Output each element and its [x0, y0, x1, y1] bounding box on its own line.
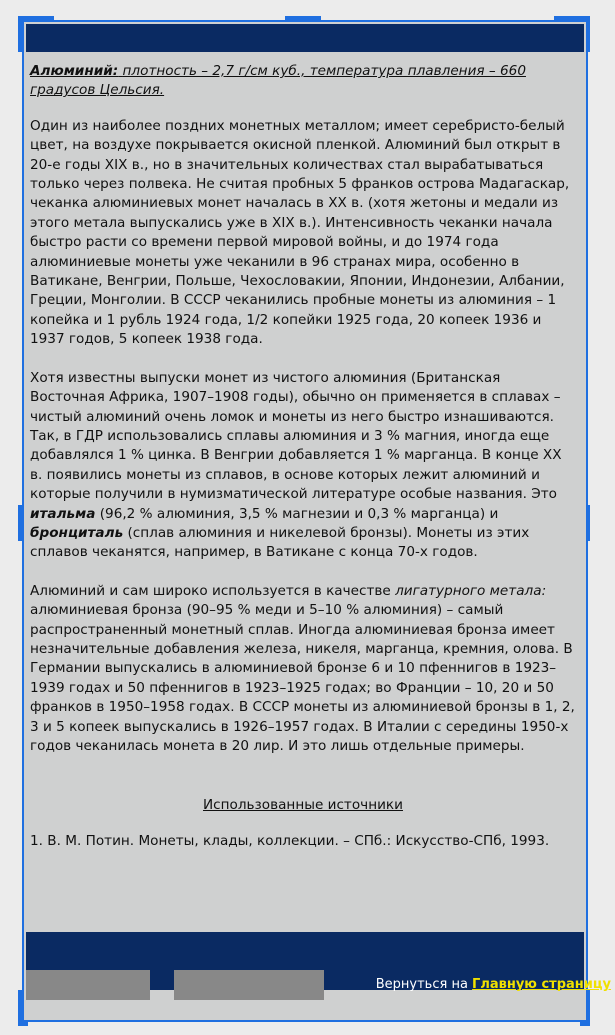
lead-properties: плотность – 2,7 г/см куб., температура плавления – 660 градусов Цельсия. [30, 63, 526, 99]
paragraph-2-part-c: (сплав алюминия и никелевой бронзы). Монеты из этих сплавов чеканятся, например, в Ватикане с конца 70-х годов. [30, 524, 530, 561]
paragraph-2 [30, 369, 576, 563]
lead-line [30, 62, 576, 101]
term-ligature: лигатурного метала: [395, 582, 547, 599]
paragraph-2-part-b: (96,2 % алюминия, 3,5 % магнезии и 0,3 % марганца) и [95, 505, 499, 522]
term-italma: итальма [30, 505, 96, 522]
return-link-line [376, 977, 611, 992]
footer-button-left[interactable] [26, 970, 150, 1000]
return-text: Вернуться на [375, 977, 473, 992]
header-bar [26, 24, 584, 52]
home-page-link[interactable]: Главную страницу [472, 977, 611, 992]
source-item: 1. В. М. Потин. Монеты, клады, коллекции. – СПб.: Искусство-СПб, 1993. [30, 832, 550, 849]
term-broncital: бронциталь [30, 524, 124, 541]
footer-button-right[interactable] [174, 970, 324, 1000]
lead-title: Алюминий: [30, 63, 119, 79]
article-content [30, 62, 576, 851]
paragraph-1: Один из наиболее поздних монетных металлом; имеет серебристо-белый цвет, на воздухе покрывается окисной пленкой. Алюминий был открыт в 20-е годы XIX в., но в значительных количествах стал вырабатываться только через полвека. Не считая пробных 5 франков острова Мадагаскар, чеканка алюминиевых монет началась в XX в. (хотя жетоны и медали из этого метала выпускались уже в XIX в.). Интенсивность чеканки начала быстро расти со времени первой мировой войны, и до 1974 года алюминиевые монеты уже чеканили в 96 странах мира, особенно в Ватикане, Венгрии, Польше, Чехословакии, Японии, Индонезии, Албании, Греции, Монголии. В СССР чеканились пробные монеты из алюминия – 1 копейка и 1 рубль 1924 года, 1/2 копейки 1925 года, 20 копеек 1936 и 1937 годов, 5 копеек 1938 года. [30, 117, 570, 348]
paragraph-3-part-a: Алюминий и сам широко используется в качестве [30, 582, 396, 599]
paragraph-3 [30, 582, 576, 757]
page-frame [22, 20, 588, 1022]
paragraph-2-part-a: Хотя известны выпуски монет из чистого алюминия (Британская Восточная Африка, 1907–1908 годы), обычно он применяется в сплавах – чистый алюминий очень ломок и монеты из него быстро изнашиваются. Так, в ГДР использовались сплавы алюминия и 3 % магния, иногда еще добавлялся 1 % цинка. В Венгрии добавляется 1 % марганца. В конце XX в. появились монеты из сплавов, в основе которых лежит алюминий и которые получили в нумизматической литературе особые названия. Это [30, 369, 562, 503]
sources-heading: Использованные источники [203, 797, 403, 814]
paragraph-3-part-b: алюминиевая бронза (90–95 % меди и 5–10 % алюминия) – самый распространенный монетный сплав. Иногда алюминиевая бронза имеет незначительные добавления железа, никеля, марганца, кремния, олова. В Германии выпускались в алюминиевой бронзе 6 и 10 пфеннигов в 1923–1939 годах и 50 пфеннигов в 1923–1925 годах; во Франции – 10, 20 и 50 франков в 1950–1958 годах. В СССР монеты из алюминиевой бронзы в 1, 2, 3 и 5 копеек выпускались в 1926–1957 годах. В Италии с середины 1950-х годов чеканилась монета в 20 лир. И это лишь отдельные примеры. [30, 602, 575, 754]
